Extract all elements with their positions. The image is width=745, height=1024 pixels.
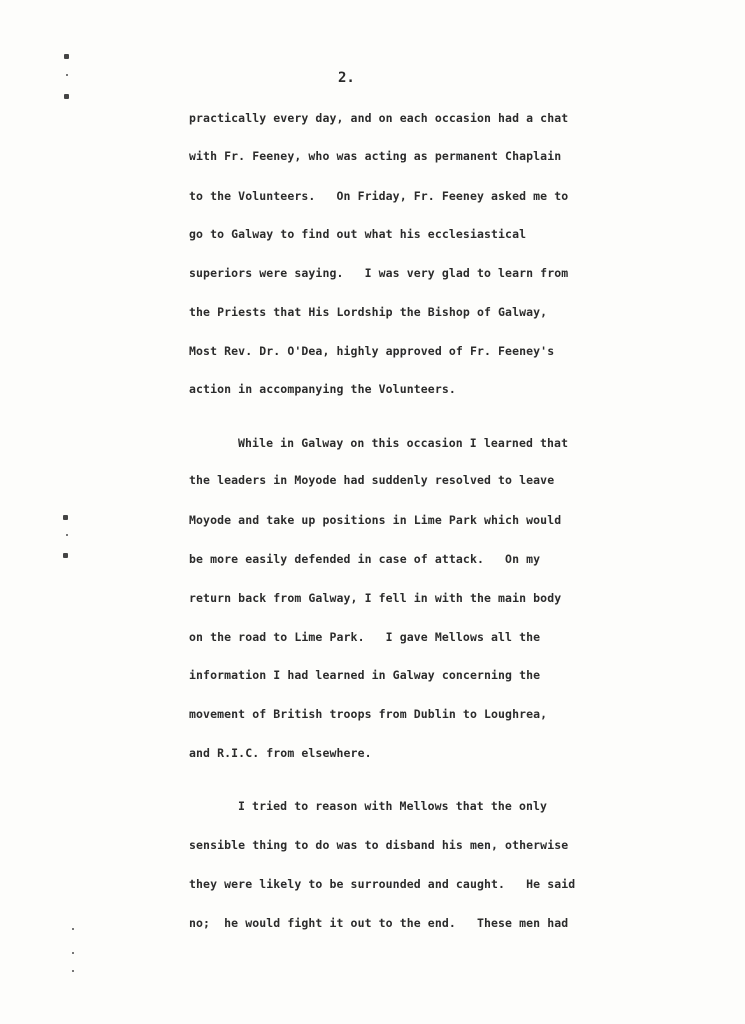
text-line: they were likely to be surrounded and caught. He said [189, 877, 576, 891]
text-line: and R.I.C. from elsewhere. [189, 746, 372, 760]
binder-hole-mark [64, 94, 69, 99]
text-line: While in Galway on this occasion I learned that [238, 436, 569, 450]
text-line: return back from Galway, I fell in with the main body [189, 591, 562, 605]
text-line: practically every day, and on each occasion had a chat [189, 111, 569, 125]
text-line: sensible thing to do was to disband his men, otherwise [189, 838, 569, 852]
text-line: be more easily defended in case of attack. On my [189, 552, 541, 566]
text-line: no; he would fight it out to the end. These men had [189, 916, 569, 930]
text-line: movement of British troops from Dublin to Loughrea, [189, 707, 548, 721]
text-line: the leaders in Moyode had suddenly resolved to leave [189, 473, 555, 487]
binder-hole-mark [64, 54, 69, 59]
binder-tick-mark [66, 534, 68, 536]
text-line: with Fr. Feeney, who was acting as permanent Chaplain [189, 149, 562, 163]
binder-hole-mark [63, 553, 68, 558]
binder-tick-mark [66, 74, 68, 76]
binder-hole-mark [63, 515, 68, 520]
binder-tick-mark [72, 970, 74, 972]
page-number: 2. [338, 70, 355, 86]
binder-tick-mark [72, 952, 74, 954]
text-line: Most Rev. Dr. O'Dea, highly approved of Fr. Feeney's [189, 344, 555, 358]
text-line: I tried to reason with Mellows that the only [238, 799, 548, 813]
text-line: information I had learned in Galway concerning the [189, 668, 541, 682]
binder-tick-mark [72, 928, 74, 930]
text-line: on the road to Lime Park. I gave Mellows all the [189, 630, 541, 644]
text-line: superiors were saying. I was very glad to learn from [189, 266, 569, 280]
text-line: action in accompanying the Volunteers. [189, 382, 456, 396]
text-line: the Priests that His Lordship the Bishop of Galway, [189, 305, 548, 319]
text-line: Moyode and take up positions in Lime Park which would [189, 513, 562, 527]
text-line: to the Volunteers. On Friday, Fr. Feeney asked me to [189, 189, 569, 203]
text-line: go to Galway to find out what his ecclesiastical [189, 227, 527, 241]
